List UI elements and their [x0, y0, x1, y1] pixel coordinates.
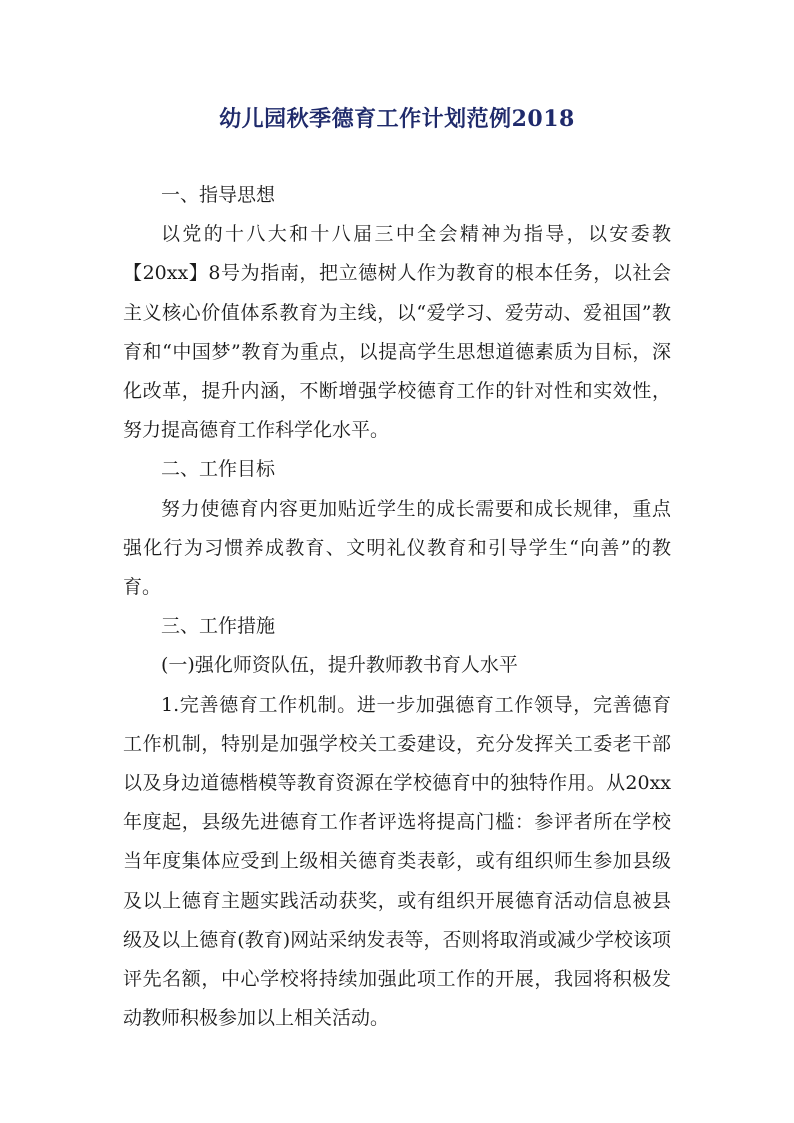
- subheading-teacher-team: (一)强化师资队伍，提升教师教书育人水平: [161, 654, 518, 677]
- paragraph-work-goals: 努力使德育内容更加贴近学生的成长需要和成长规律，重点强化行为习惯养成教育、文明礼仪教育和引导学生“向善”的教育。: [123, 497, 671, 599]
- document-title: 幼儿园秋季德育工作计划范例2018: [219, 106, 575, 132]
- heading-guiding-ideology: 一、指导思想: [161, 184, 276, 206]
- heading-work-goals: 二、工作目标: [161, 458, 276, 481]
- paragraph-moral-mechanism: 1.完善德育工作机制。进一步加强德育工作领导，完善德育工作机制，特别是加强学校关工委建设，充分发挥关工委老干部以及身边道德楷模等教育资源在学校德育中的独特作用。从20xx年度起，县级先进德育工作者评选将提高门槛：参评者所在学校当年度集体应受到上级相关德育类表彰，或有组织师生参加县级及以上德育主题实践活动获奖，或有组织开展德育活动信息被县级及以上德育(教育)网站采纳发表等，否则将取消或减少学校该项评先名额，中心学校将持续加强此项工作的开展，我园将积极发动教师积极参加以上相关活动。: [123, 693, 671, 1030]
- heading-work-measures: 三、工作措施: [161, 615, 276, 638]
- paragraph-guiding-ideology: 以党的十八大和十八届三中全会精神为指导，以安委教【20xx】8号为指南，把立德树人作为教育的根本任务，以社会主义核心价值体系教育为主线，以“爱学习、爱劳动、爱祖国”教育和“中国梦”教育为重点，以提高学生思想道德素质为目标，深化改革，提升内涵，不断增强学校德育工作的针对性和实效性，努力提高德育工作科学化水平。: [123, 223, 671, 442]
- document-body: [123, 176, 671, 1038]
